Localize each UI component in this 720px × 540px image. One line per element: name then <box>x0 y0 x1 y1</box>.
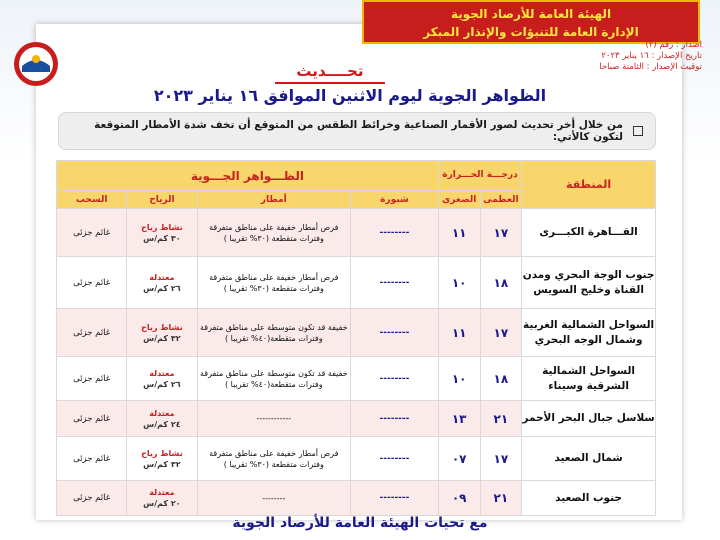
cell-region: جنوب الصعيد <box>522 481 656 516</box>
issue-date: تاريخ الإصدار : ١٦ يناير ٢٠٢٣ <box>601 51 702 61</box>
cell-fog: -------- <box>351 481 439 516</box>
header-rain: أمطار <box>197 191 351 209</box>
table-row <box>57 257 656 309</box>
issue-info <box>542 40 702 73</box>
banner-line-2: الإدارة العامة للتنبؤات والإنذار المبكر <box>423 25 639 39</box>
cell-clouds: غائم جزئى <box>57 401 127 437</box>
cell-max: ٢١ <box>480 401 522 437</box>
phenomena-table <box>56 160 656 516</box>
wind-label: نشاط رياح <box>141 448 183 458</box>
cell-min: ١٣ <box>438 401 480 437</box>
cell-region: سلاسل جبال البحر الأحمر <box>522 401 656 437</box>
cell-min: ٠٩ <box>438 481 480 516</box>
cell-rain: فرص أمطار خفيفة على مناطق متفرقة وفترات متقطعة (٣٠% تقريبا ) <box>197 257 351 309</box>
footer-greeting: مع تحيات الهيئة العامة للأرصاد الجوية <box>232 515 488 531</box>
wind-speed: ٢٦ كم/س <box>143 379 181 389</box>
cell-wind <box>127 481 197 516</box>
wind-speed: ٢٤ كم/س <box>143 419 181 429</box>
banner-line-1: الهيئة العامة للأرصاد الجوية <box>450 7 612 21</box>
cell-min: ١١ <box>438 309 480 357</box>
cell-min: ١١ <box>438 209 480 257</box>
wind-label: نشاط رياح <box>141 222 183 232</box>
update-underline <box>275 82 385 84</box>
table-row <box>57 357 656 401</box>
cell-wind <box>127 357 197 401</box>
issue-time: توقيت الإصدار : الثامنة صباحا <box>599 62 702 72</box>
table-row <box>57 401 656 437</box>
cell-max: ١٧ <box>480 309 522 357</box>
header-fog: شبورة <box>351 191 439 209</box>
cell-region: السواحل الشمالية الشرقية وسيناء <box>522 357 656 401</box>
table-row <box>57 481 656 516</box>
wind-label: معتدلة <box>149 368 175 378</box>
wind-speed: ٢٠ كم/س <box>143 499 181 508</box>
wind-label: معتدلة <box>149 408 175 418</box>
cell-max: ١٨ <box>480 257 522 309</box>
table-row <box>57 437 656 481</box>
authority-banner <box>362 0 700 44</box>
header-region: المنطقة <box>522 161 656 209</box>
cell-rain: خفيفة قد تكون متوسطة على مناطق متفرقة وفترات متقطعة(٤٠% تقريبا ) <box>197 357 351 401</box>
cell-fog: -------- <box>351 401 439 437</box>
cell-max: ١٧ <box>480 437 522 481</box>
cell-clouds: غائم جزئى <box>57 257 127 309</box>
cell-fog: -------- <box>351 437 439 481</box>
cell-rain: ------------ <box>197 401 351 437</box>
cell-clouds: غائم جزئى <box>57 437 127 481</box>
header-clouds: السحب <box>57 191 127 209</box>
forecast-note <box>58 112 656 150</box>
cell-min: ١٠ <box>438 357 480 401</box>
table-row <box>57 309 656 357</box>
cell-min: ٠٧ <box>438 437 480 481</box>
cell-wind <box>127 309 197 357</box>
ema-logo-icon <box>12 40 60 88</box>
header-max: العظمى <box>480 191 522 209</box>
page-title: الظواهر الجوية ليوم الاثنين الموافق ١٦ يناير ٢٠٢٣ <box>153 86 547 105</box>
cell-max: ١٧ <box>480 209 522 257</box>
header-phenomena: الظـــواهر الجـــوية <box>57 161 439 191</box>
checkbox-bullet-icon <box>633 126 643 136</box>
wind-label: معتدلة <box>149 272 175 282</box>
cell-region: شمال الصعيد <box>522 437 656 481</box>
header-wind: الرياح <box>127 191 197 209</box>
cell-clouds: غائم جزئى <box>57 481 127 516</box>
cell-rain: فرص أمطار خفيفة على مناطق متفرقة وفترات متقطعة (٣٠% تقريبا ) <box>197 209 351 257</box>
cell-clouds: غائم جزئى <box>57 309 127 357</box>
cell-fog: -------- <box>351 357 439 401</box>
cell-min: ١٠ <box>438 257 480 309</box>
cell-region: السواحل الشمالية الغربية وشمال الوجه البحري <box>522 309 656 357</box>
update-label: تحــــديث <box>296 62 364 80</box>
cell-region: جنوب الوجة البحري ومدن القناة وخليج السويس <box>522 257 656 309</box>
cell-rain: خفيفة قد تكون متوسطة على مناطق متفرقة وفترات متقطعة(٤٠% تقريبا ) <box>197 309 351 357</box>
cell-wind <box>127 257 197 309</box>
cell-wind <box>127 437 197 481</box>
wind-speed: ٣٢ كم/س <box>143 333 181 343</box>
cell-wind <box>127 209 197 257</box>
cell-rain: -------- <box>197 481 351 516</box>
header-min: الصغرى <box>438 191 480 209</box>
cell-fog: -------- <box>351 209 439 257</box>
cell-rain: فرص أمطار خفيفة على مناطق متفرقة وفترات متقطعة (٣٠% تقريبا ) <box>197 437 351 481</box>
wind-label: نشاط رياح <box>141 322 183 332</box>
wind-speed: ٣٢ كم/س <box>143 459 181 469</box>
wind-speed: ٣٠ كم/س <box>143 233 181 243</box>
wind-label: معتدلة <box>149 488 175 497</box>
cell-fog: -------- <box>351 309 439 357</box>
cell-max: ١٨ <box>480 357 522 401</box>
cell-max: ٢١ <box>480 481 522 516</box>
forecast-note-text: من خلال أخر تحديث لصور الأقمار الصناعية وخرائط الطقس من المتوقع أن تخف شدة الأمطار المتوقعة لتكون كالأتي: <box>94 119 623 143</box>
cell-wind <box>127 401 197 437</box>
header-temperature: درجـــة الحـــرارة <box>438 161 521 191</box>
cell-clouds: غائم جزئى <box>57 209 127 257</box>
issue-number: اصدار : رقم (٢) <box>645 40 702 50</box>
cell-region: القـــاهرة الكبـــرى <box>522 209 656 257</box>
wind-speed: ٢٦ كم/س <box>143 283 181 293</box>
cell-fog: -------- <box>351 257 439 309</box>
table-row <box>57 209 656 257</box>
cell-clouds: غائم جزئى <box>57 357 127 401</box>
